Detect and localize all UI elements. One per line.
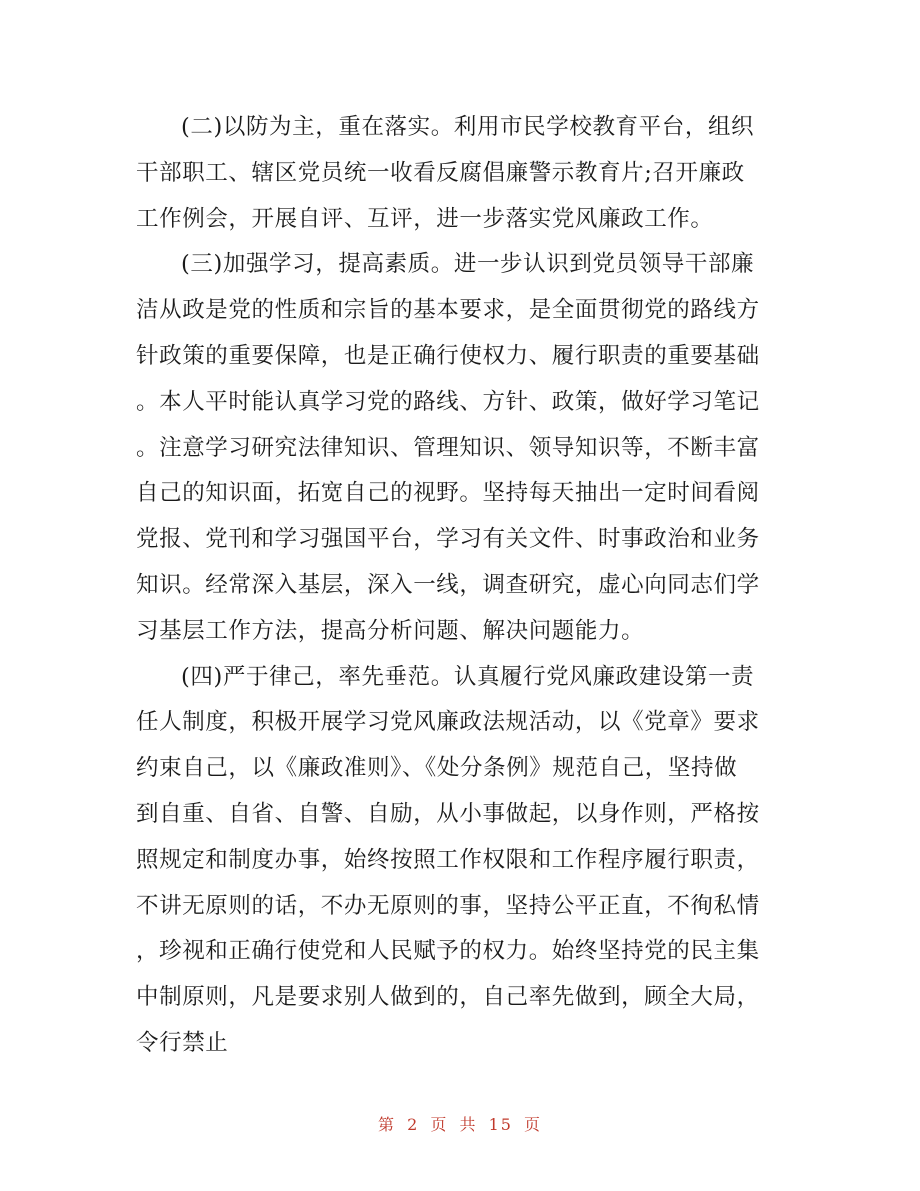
text-line: 约束自己，以《廉政准则》、《处分条例》规范自己，坚持做 (136, 755, 738, 782)
text-line: 。本人平时能认真学习党的路线、方针、政策，做好学习笔记 (136, 388, 760, 415)
text-line: 中制原则，凡是要求别人做到的，自己率先做到，顾全大局， (136, 984, 760, 1011)
footer-total-pages: 15 (488, 1115, 513, 1134)
text-line: 令行禁止 (136, 1029, 229, 1056)
text-line: ，珍视和正确行使党和人民赋予的权力。始终坚持党的民主集 (136, 938, 760, 965)
text-line: 照规定和制度办事，始终按照工作权限和工作程序履行职责， (136, 846, 760, 873)
footer-page-number: 2 (407, 1115, 420, 1134)
text-line: 工作例会，开展自评、互评，进一步落实党风廉政工作。 (136, 205, 714, 232)
text-line: 干部职工、辖区党员统一收看反腐倡廉警示教育片;召开廉政 (136, 159, 745, 186)
text-line: 针政策的重要保障，也是正确行使权力、履行职责的重要基础 (136, 342, 760, 369)
text-line: (四)严于律己，率先垂范。认真履行党风廉政建设第一责 (181, 663, 755, 690)
text-line: 党报、党刊和学习强国平台，学习有关文件、时事政治和业务 (136, 526, 760, 553)
document-body (136, 105, 796, 1067)
page-footer (0, 1112, 920, 1135)
text-line: 习基层工作方法，提高分析问题、解决问题能力。 (136, 617, 645, 644)
footer-total-prefix: 共 (459, 1115, 478, 1134)
text-line: 到自重、自省、自警、自励，从小事做起，以身作则，严格按 (136, 800, 760, 827)
text-line: 洁从政是党的性质和宗旨的基本要求，是全面贯彻党的路线方 (136, 297, 760, 324)
text-line: 。注意学习研究法律知识、管理知识、领导知识等，不断丰富 (136, 434, 760, 461)
text-line: (二)以防为主，重在落实。利用市民学校教育平台，组织 (181, 114, 755, 140)
footer-page-unit: 页 (430, 1115, 449, 1134)
footer-page-prefix: 第 (377, 1115, 396, 1134)
footer-total-unit: 页 (524, 1115, 543, 1134)
text-line: 知识。经常深入基层，深入一线，调查研究，虚心向同志们学 (136, 571, 760, 598)
text-line: 自己的知识面，拓宽自己的视野。坚持每天抽出一定时间看阅 (136, 480, 760, 507)
text-line: 任人制度，积极开展学习党风廉政法规活动，以《党章》要求 (136, 709, 760, 736)
text-line: 不讲无原则的话，不办无原则的事，坚持公平正直，不徇私情 (136, 892, 760, 919)
text-line: (三)加强学习，提高素质。进一步认识到党员领导干部廉 (181, 251, 755, 278)
